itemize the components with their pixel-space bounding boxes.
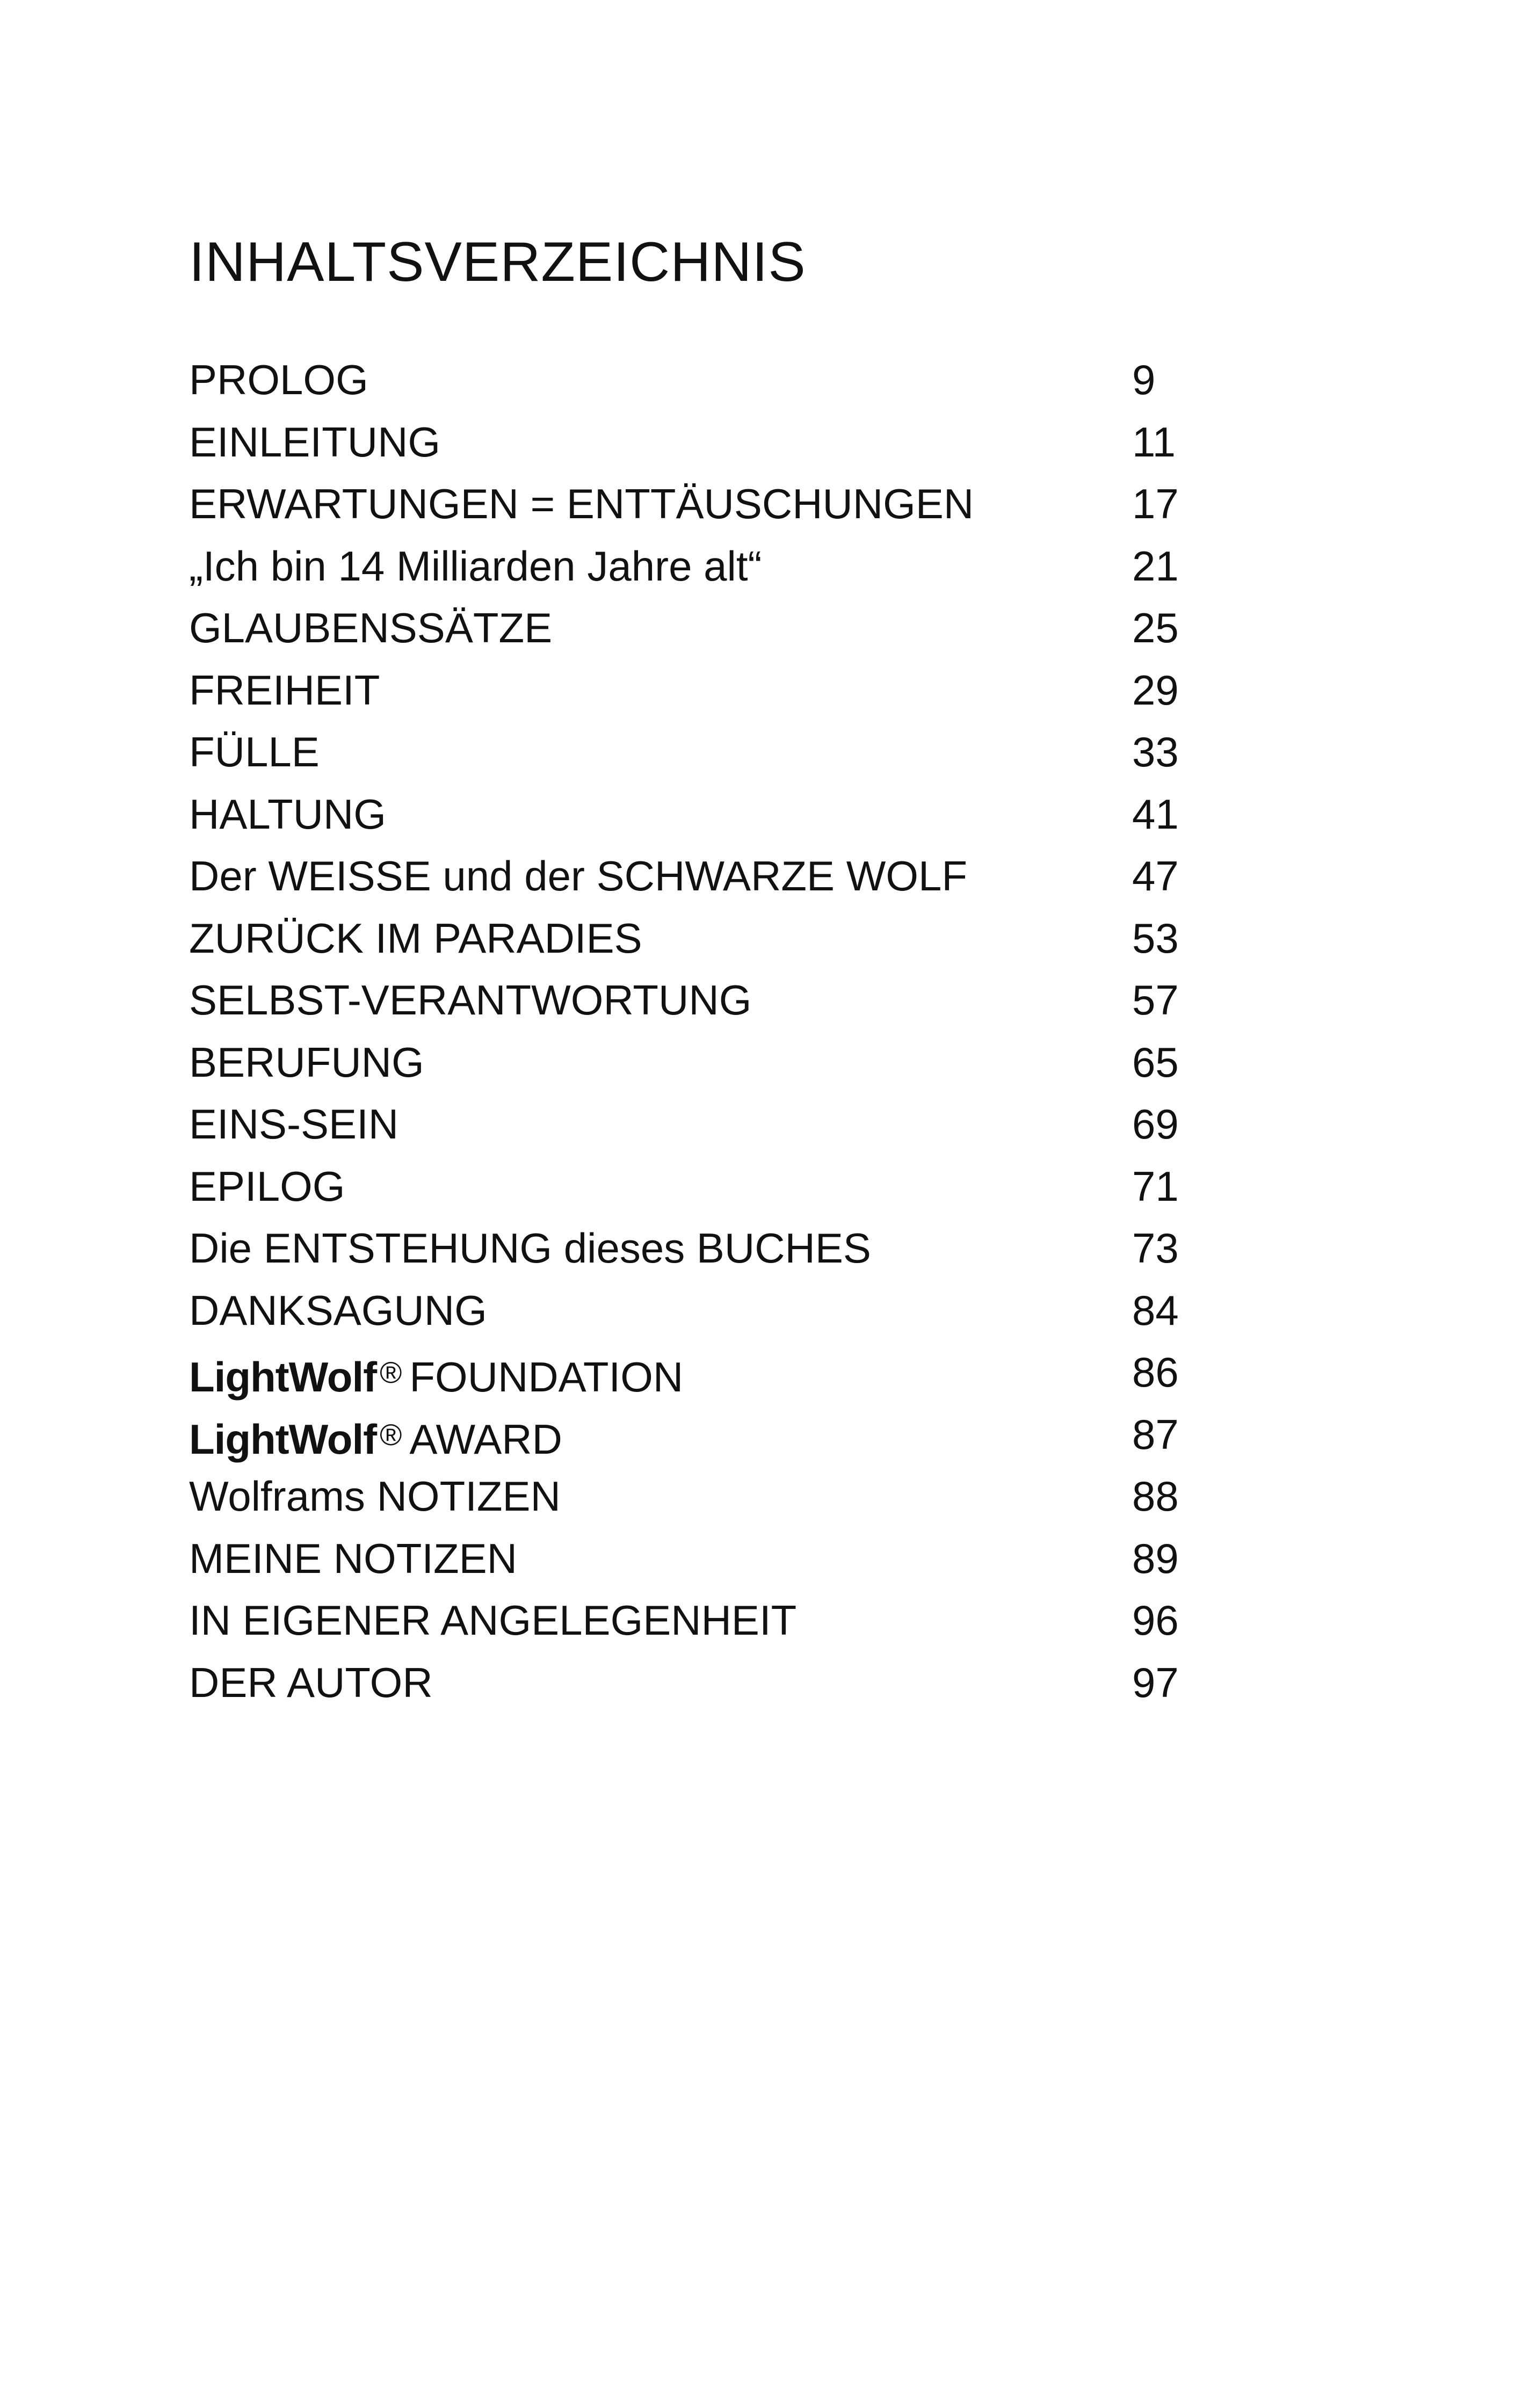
toc-entry-page: 71 [1132, 1162, 1179, 1210]
toc-entry-title: MEINE NOTIZEN [189, 1534, 518, 1582]
toc-entry-page: 69 [1132, 1100, 1179, 1148]
toc-entry-page: 33 [1132, 728, 1179, 775]
toc-entry-title: EPILOG [189, 1162, 345, 1210]
toc-entry-page: 89 [1132, 1534, 1179, 1582]
toc-entry-page: 17 [1132, 480, 1179, 527]
toc-entry-title [189, 1404, 562, 1471]
toc-entry [189, 659, 1209, 722]
toc-entry-page: 88 [1132, 1473, 1179, 1520]
toc-entry-title: DANKSAGUNG [189, 1286, 487, 1334]
toc-entry [189, 349, 1209, 411]
toc-entry-page: 97 [1132, 1658, 1179, 1706]
toc-entry-title: FREIHEIT [189, 666, 380, 714]
toc-entry-title: FÜLLE [189, 728, 320, 775]
toc-entry-title-text: FOUNDATION [409, 1353, 684, 1401]
toc-entry [189, 845, 1209, 908]
toc-entry-title: ERWARTUNGEN = ENTTÄUSCHUNGEN [189, 480, 974, 527]
toc-entry-page: 53 [1132, 914, 1179, 962]
toc-entry [189, 473, 1209, 535]
toc-entry-title: GLAUBENSSÄTZE [189, 604, 553, 651]
toc-entry-page: 47 [1132, 852, 1179, 900]
toc-heading: INHALTSVERZEICHNIS [189, 231, 806, 293]
toc-entry-title: „Ich bin 14 Milliarden Jahre alt“ [189, 542, 762, 590]
registered-mark: ® [380, 1355, 402, 1389]
toc-entry [189, 1652, 1209, 1714]
toc-entry-page: 57 [1132, 976, 1179, 1024]
toc-entry-page: 25 [1132, 604, 1179, 651]
toc-entry-title: HALTUNG [189, 790, 386, 838]
toc-entry-title: Die ENTSTEHUNG dieses BUCHES [189, 1224, 871, 1272]
toc-entry [189, 784, 1209, 846]
toc-entry-page: 9 [1132, 356, 1156, 403]
toc-entry-page: 29 [1132, 666, 1179, 714]
toc-entry [189, 908, 1209, 970]
toc-entry-title: ZURÜCK IM PARADIES [189, 914, 642, 962]
toc-entry-page: 87 [1132, 1410, 1179, 1458]
brand-name: LightWolf [189, 1415, 377, 1463]
toc-entry [189, 1590, 1209, 1652]
toc-entry [189, 1280, 1209, 1342]
toc-entry-page: 41 [1132, 790, 1179, 838]
toc-entry [189, 535, 1209, 598]
toc-entry-lightwolf-award [189, 1404, 1209, 1466]
toc-entry-title: Wolframs NOTIZEN [189, 1473, 561, 1520]
toc-entry [189, 597, 1209, 659]
toc-entry-title: EINS-SEIN [189, 1100, 399, 1148]
toc-entry-title: IN EIGENER ANGELEGENHEIT [189, 1597, 797, 1644]
toc-entry-title-text: AWARD [409, 1415, 562, 1463]
toc-entry [189, 1093, 1209, 1156]
toc-entry-page: 21 [1132, 542, 1179, 590]
toc-entry [189, 721, 1209, 784]
toc-entry-title: SELBST-VERANTWORTUNG [189, 976, 752, 1024]
toc-entry [189, 1528, 1209, 1590]
toc-entry-page: 86 [1132, 1348, 1179, 1396]
toc-entry-page: 84 [1132, 1286, 1179, 1334]
toc-entry [189, 1217, 1209, 1280]
toc-entry [189, 1466, 1209, 1528]
toc-entry [189, 1032, 1209, 1094]
toc-entry [189, 411, 1209, 474]
toc-entry-title [189, 1341, 683, 1409]
toc-entry-page: 65 [1132, 1038, 1179, 1086]
toc-entry-page: 11 [1132, 418, 1176, 466]
toc-list [189, 349, 1209, 1714]
toc-entry-title: DER AUTOR [189, 1658, 433, 1706]
toc-entry [189, 1156, 1209, 1218]
toc-entry-page: 73 [1132, 1224, 1179, 1272]
toc-entry-lightwolf-foundation [189, 1341, 1209, 1404]
registered-mark: ® [380, 1417, 402, 1452]
toc-entry-title: Der WEISSE und der SCHWARZE WOLF [189, 852, 968, 900]
toc-entry-title: BERUFUNG [189, 1038, 424, 1086]
toc-entry [189, 969, 1209, 1032]
toc-entry-page: 96 [1132, 1597, 1179, 1644]
toc-entry-title: PROLOG [189, 356, 368, 403]
brand-name: LightWolf [189, 1353, 377, 1401]
toc-entry-title: EINLEITUNG [189, 418, 441, 466]
